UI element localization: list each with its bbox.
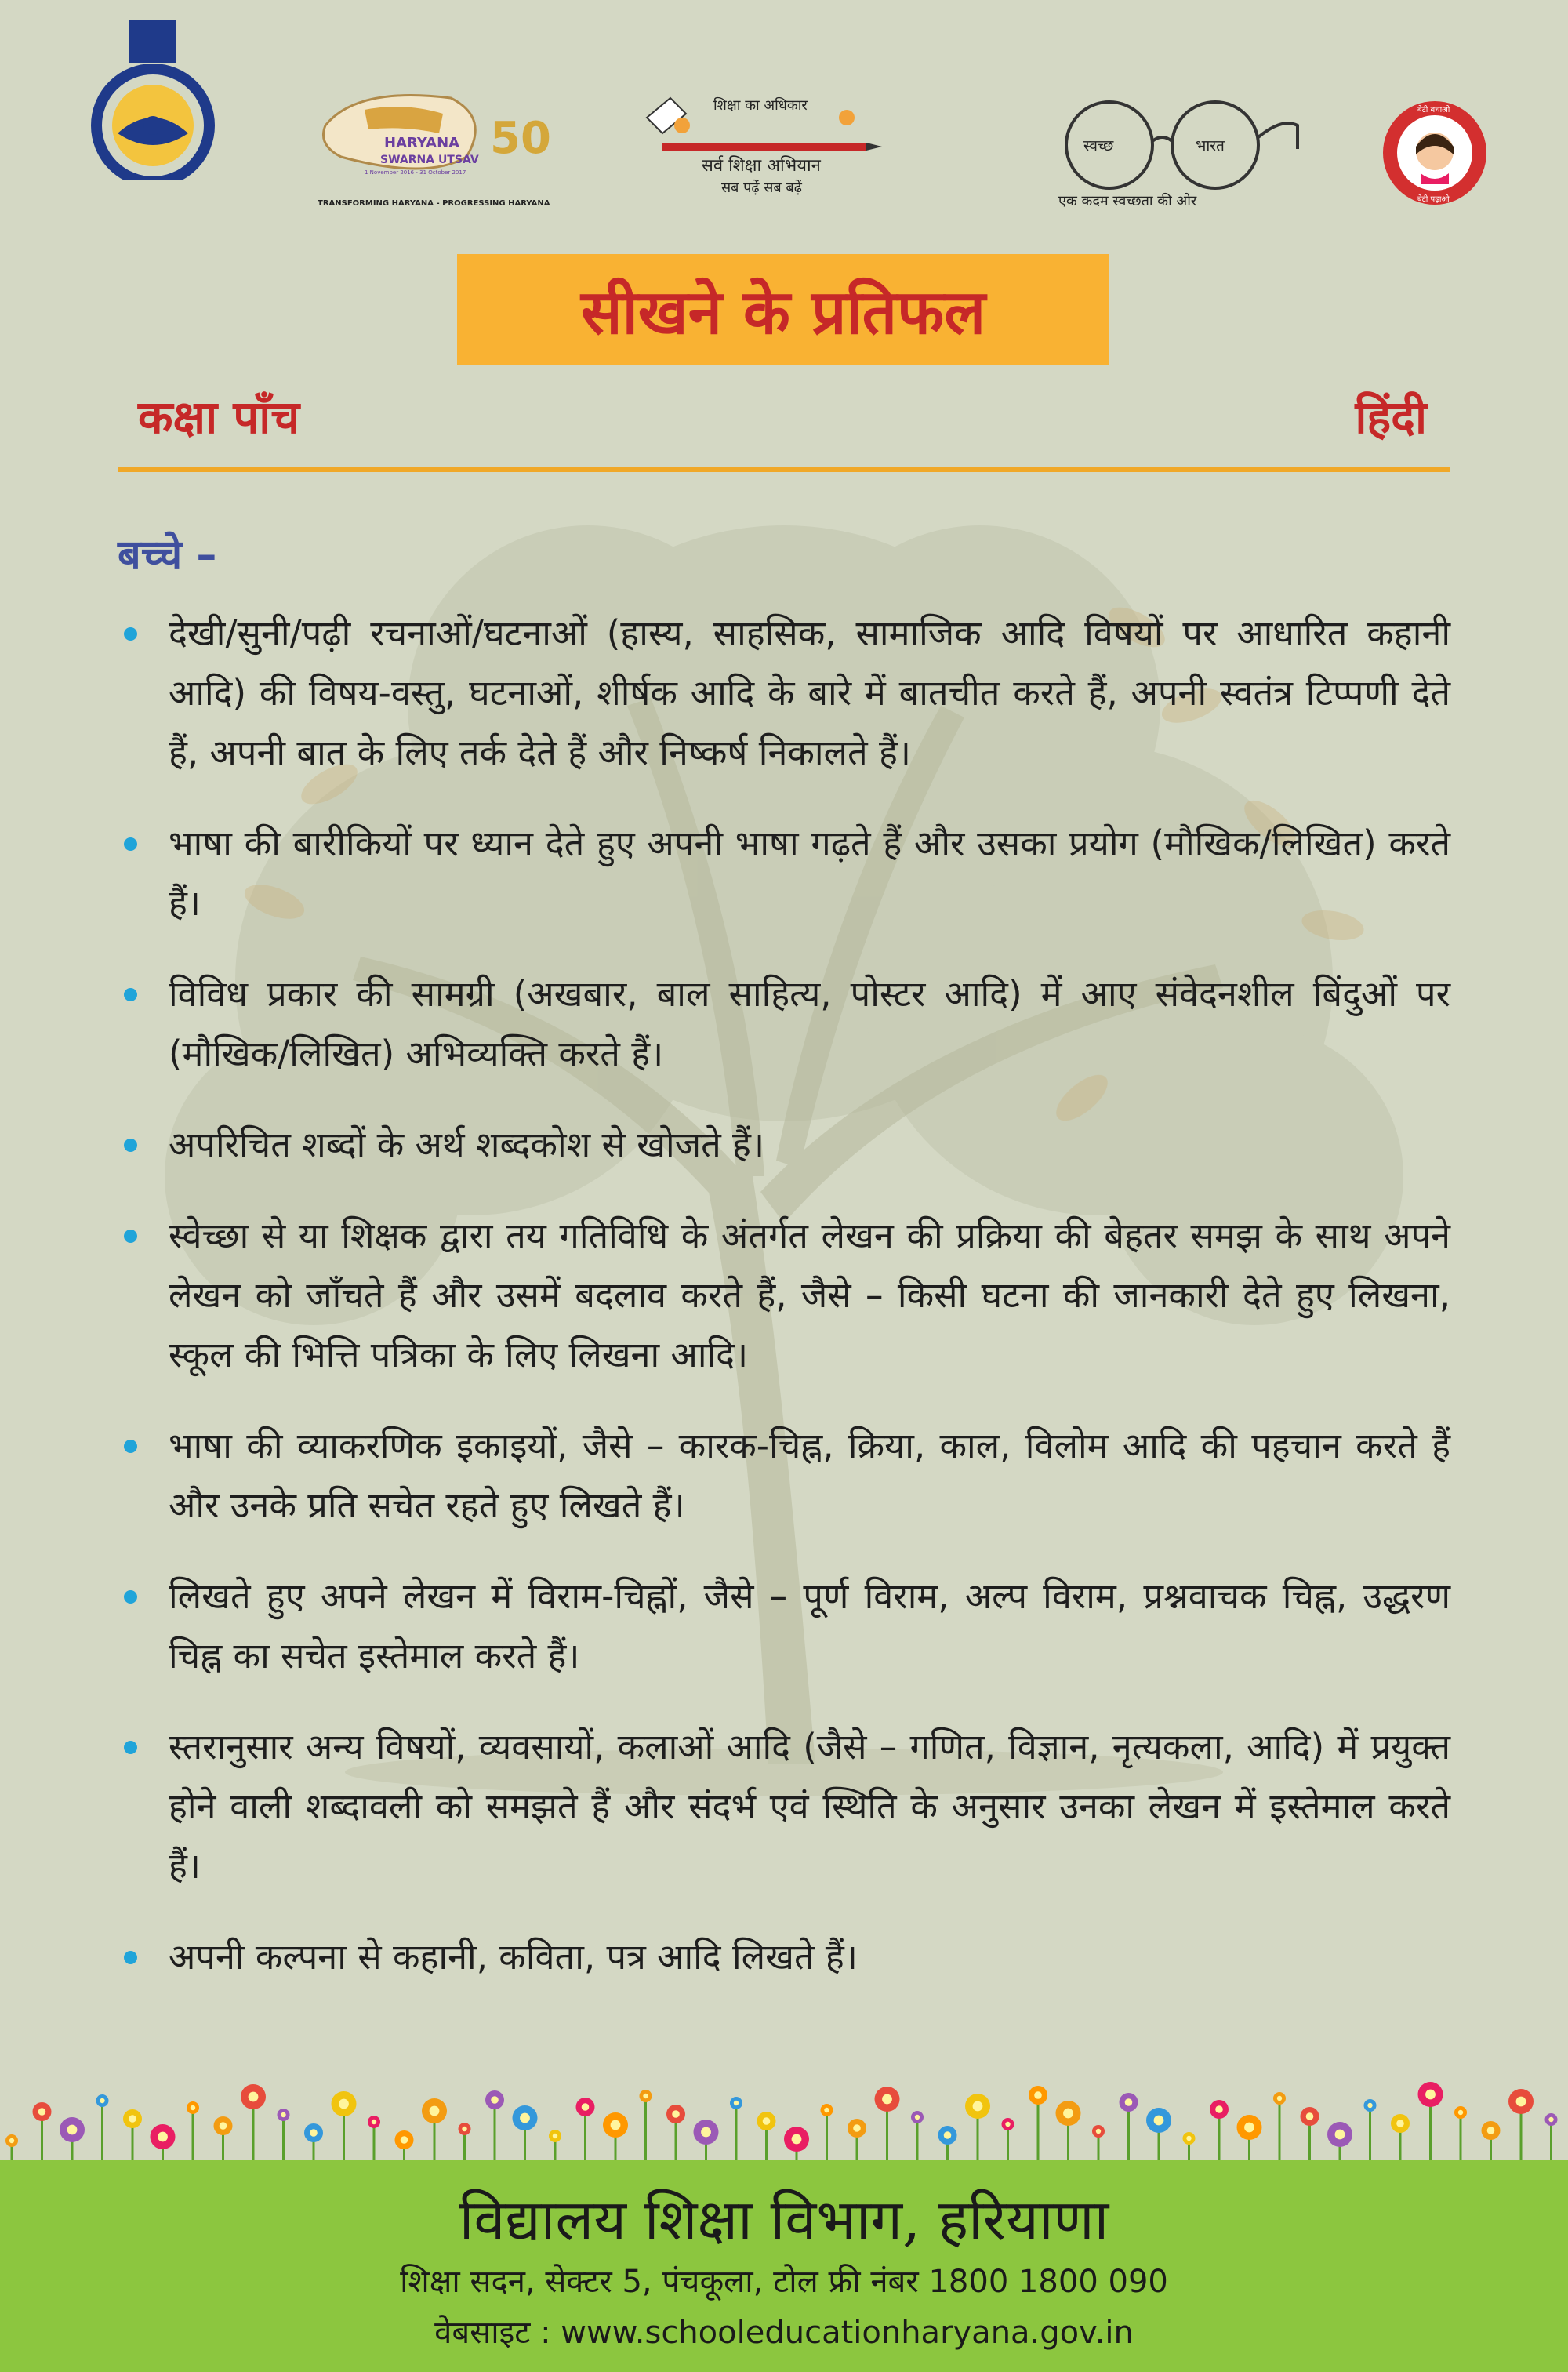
subject-label: हिंदी xyxy=(1355,390,1427,444)
list-item xyxy=(118,1206,1450,1385)
svg-text:सर्व शिक्षा अभियान: सर्व शिक्षा अभियान xyxy=(702,156,821,176)
svg-text:TRANSFORMING HARYANA - PROGRES: TRANSFORMING HARYANA - PROGRESSING HARYANA xyxy=(318,199,550,208)
page-title: सीखने के प्रतिफल xyxy=(580,278,986,348)
bullet-icon xyxy=(124,1440,137,1453)
bullet-icon xyxy=(124,1139,137,1152)
flower-icon xyxy=(1418,2082,1443,2172)
bullet-icon xyxy=(124,988,137,1001)
svg-text:भारत: भारत xyxy=(1196,137,1225,154)
bullet-icon xyxy=(124,1590,137,1604)
list-item xyxy=(118,814,1450,933)
flower-icon xyxy=(1029,2086,1047,2172)
haryana-swarna-utsav-logo xyxy=(310,78,553,216)
divider xyxy=(118,467,1450,472)
svg-text:सब पढ़ें सब बढ़ें: सब पढ़ें सब बढ़ें xyxy=(721,180,802,196)
outcome-text: अपनी कल्पना से कहानी, कविता, पत्र आदि लिखते हैं। xyxy=(169,1936,858,1978)
flower-icon xyxy=(241,2084,266,2172)
footer-address: शिक्षा सदन, सेक्टर 5, पंचकूला, टोल फ्री नंबर 1800 1800 090 xyxy=(400,2264,1168,2300)
footer-title: विद्यालय शिक्षा विभाग, हरियाणा xyxy=(459,2187,1109,2253)
haryana-govt-emblem-icon xyxy=(78,16,227,180)
beti-bachao-beti-padhao-logo xyxy=(1380,98,1490,208)
svg-text:1 November 2016 - 31 October 2: 1 November 2016 - 31 October 2017 xyxy=(365,169,466,176)
flower-icon xyxy=(875,2087,900,2172)
outcome-text: भाषा की बारीकियों पर ध्यान देते हुए अपनी भाषा गढ़ते हैं और उसका प्रयोग (मौखिक/लिखित) करते हैं। xyxy=(169,823,1450,924)
outcome-text: स्तरानुसार अन्य विषयों, व्यवसायों, कलाओं आदि (जैसे – गणित, विज्ञान, नृत्यकला, आदि) में प्रयुक्त होने वाली शब्दावली को समझते हैं और संदर्भ एवं स्थिति के अनुसार उनका लेखन में इस्तेमाल करते हैं। xyxy=(169,1726,1450,1887)
bullet-icon xyxy=(124,1230,137,1243)
list-item xyxy=(118,1416,1450,1535)
footer-website: वेबसाइट : www.schooleducationharyana.gov.in xyxy=(434,2315,1134,2351)
list-item xyxy=(118,604,1450,783)
outcome-text: स्वेच्छा से या शिक्षक द्वारा तय गतिविधि के अंतर्गत लेखन की प्रक्रिया की बेहतर समझ के साथ अपने लेखन को जाँचते हैं और उसमें बदलाव करते हैं, जैसे – किसी घटना की जानकारी देते हुए लिखना, स्कूल की भित्ति पत्रिका के लिए लिखना आदि। xyxy=(169,1215,1450,1375)
svg-text:स्वच्छ: स्वच्छ xyxy=(1083,137,1114,154)
list-item xyxy=(118,1115,1450,1175)
outcome-text: विविध प्रकार की सामग्री (अखबार, बाल साहित्य, पोस्टर आदि) में आए संवेदनशील बिंदुओं पर (मौखिक/लिखित) अभिव्यक्ति करते हैं। xyxy=(169,973,1450,1074)
list-item xyxy=(118,1717,1450,1896)
class-label: कक्षा पाँच xyxy=(138,390,300,444)
bullet-icon xyxy=(124,837,137,851)
swachh-bharat-glasses-logo xyxy=(1035,94,1305,212)
svg-text:एक कदम स्वच्छता की ओर: एक कदम स्वच्छता की ओर xyxy=(1058,193,1197,209)
list-item xyxy=(118,1567,1450,1686)
learning-outcomes-list xyxy=(118,604,1450,2018)
svg-text:SWARNA UTSAV: SWARNA UTSAV xyxy=(380,154,479,166)
outcome-text: लिखते हुए अपने लेखन में विराम-चिह्नों, जैसे – पूर्ण विराम, अल्प विराम, प्रश्नवाचक चिह्न, उद्धरण चिह्न का सचेत इस्तेमाल करते हैं। xyxy=(169,1575,1450,1676)
svg-text:बेटी पढ़ाओ: बेटी पढ़ाओ xyxy=(1417,195,1450,204)
bullet-icon xyxy=(124,627,137,641)
outcome-text: देखी/सुनी/पढ़ी रचनाओं/घटनाओं (हास्य, साहसिक, सामाजिक आदि विषयों पर आधारित कहानी आदि) की विषय-वस्तु, घटनाओं, शीर्षक आदि के बारे में बातचीत करते हैं, अपनी स्वतंत्र टिप्पणी देते हैं, अपनी बात के लिए तर्क देते हैं और निष्कर्ष निकालते हैं। xyxy=(169,612,1450,773)
svg-text:50: 50 xyxy=(490,113,551,164)
intro-heading: बच्चे – xyxy=(118,532,217,579)
svg-text:HARYANA: HARYANA xyxy=(384,135,460,151)
outcome-text: भाषा की व्याकरणिक इकाइयों, जैसे – कारक-चिह्न, क्रिया, काल, विलोम आदि की पहचान करते हैं और उनके प्रति सचेत रहते हुए लिखते हैं। xyxy=(169,1425,1450,1526)
title-banner xyxy=(457,254,1109,365)
outcome-text: अपरिचित शब्दों के अर्थ शब्दकोश से खोजते हैं। xyxy=(169,1124,765,1165)
svg-text:बेटी बचाओ: बेटी बचाओ xyxy=(1417,106,1450,114)
flower-border-decoration xyxy=(0,2070,1568,2172)
list-item xyxy=(118,964,1450,1084)
bullet-icon xyxy=(124,1951,137,1964)
svg-text:शिक्षा का अधिकार: शिक्षा का अधिकार xyxy=(713,97,808,114)
bullet-icon xyxy=(124,1741,137,1754)
list-item xyxy=(118,1927,1450,1987)
sarva-shiksha-abhiyan-logo xyxy=(639,86,890,208)
